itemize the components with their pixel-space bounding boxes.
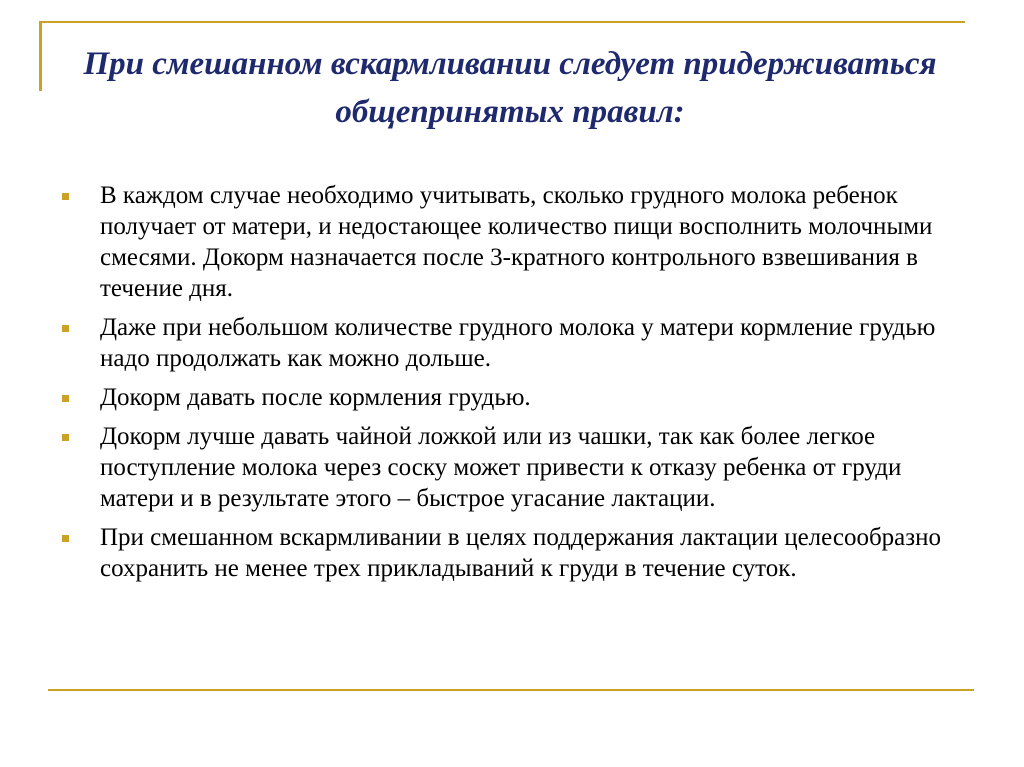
bullet-item: [62, 180, 962, 304]
bullet-item: [62, 382, 962, 413]
square-bullet-icon: [62, 325, 69, 332]
bullet-item: [62, 421, 962, 514]
bullet-list: [62, 180, 962, 592]
square-bullet-icon: [62, 395, 69, 402]
square-bullet-icon: [62, 434, 69, 441]
square-bullet-icon: [62, 193, 69, 200]
accent-bottom-line: [48, 689, 974, 691]
bullet-item: [62, 312, 962, 374]
bullet-text: Даже при небольшом количестве грудного молока у матери кормление грудью надо продолжать как можно дольше.: [100, 314, 936, 372]
bullet-item: [62, 522, 962, 584]
bullet-text: Докорм лучше давать чайной ложкой или из чашки, так как более легкое поступление молока через соску может привести к отказу ребенка от груди матери и в результате этого – быстрое угасание лактации.: [100, 423, 902, 512]
square-bullet-icon: [62, 535, 69, 542]
bullet-text: При смешанном вскармливании в целях поддержания лактации целесообразно сохранить не менее трех прикладываний к груди в течение суток.: [100, 524, 942, 582]
accent-vertical-line: [39, 21, 42, 91]
bullet-text: Докорм давать после кормления грудью.: [100, 384, 531, 411]
slide-title: При смешанном вскармливании следует придерживаться общепринятых правил:: [83, 46, 937, 130]
accent-top-line: [39, 21, 965, 23]
bullet-text: В каждом случае необходимо учитывать, сколько грудного молока ребенок получает от матери, и недостающее количество пищи восполнить молочными смесями. Докорм назначается после 3-кратного контрольного взвешивания в течение дня.: [100, 182, 933, 302]
